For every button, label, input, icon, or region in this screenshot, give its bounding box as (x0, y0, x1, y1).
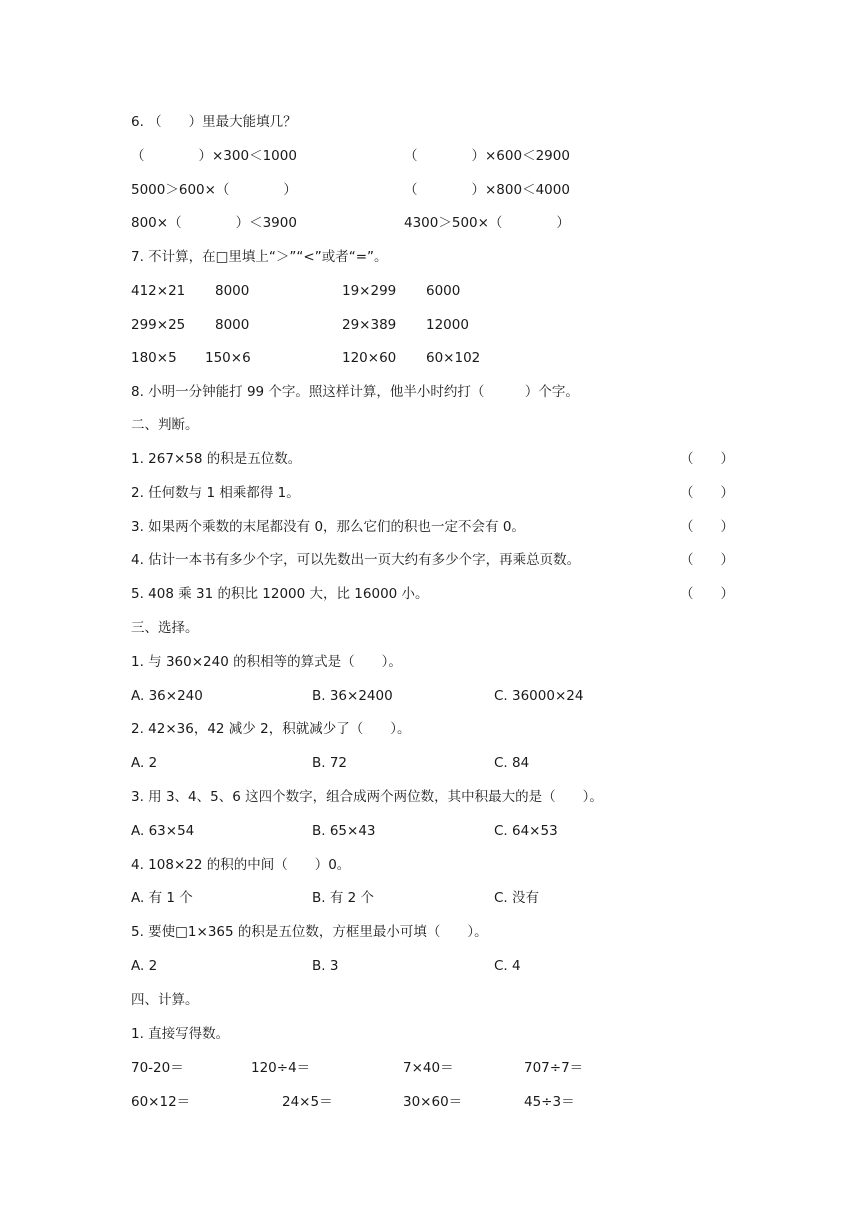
choice-option-b[interactable]: B. 65×43 (312, 823, 376, 839)
calc-expr: 7×40＝ (403, 1060, 454, 1076)
choice-option-c[interactable]: C. 84 (494, 755, 530, 771)
q6-row-1 (0, 144, 860, 168)
choice-question-1 (0, 650, 860, 674)
q7-title-line (0, 245, 860, 269)
choice-question-2 (0, 717, 860, 741)
choice-option-c[interactable]: C. 64×53 (494, 823, 558, 839)
choice-options-1 (0, 684, 860, 708)
judge-answer-paren[interactable]: （ ） (680, 451, 734, 467)
section-2-heading: 二、判断。 (131, 417, 199, 433)
choice-option-c[interactable]: C. 4 (494, 958, 521, 974)
section-4-heading-line (0, 988, 860, 1012)
choice-option-c[interactable]: C. 36000×24 (494, 688, 584, 704)
section-4-heading: 四、计算。 (131, 992, 199, 1008)
choice-option-c[interactable]: C. 没有 (494, 890, 540, 906)
choice-options-2 (0, 751, 860, 775)
choice-option-b[interactable]: B. 有 2 个 (312, 890, 375, 906)
judge-answer-paren[interactable]: （ ） (680, 485, 734, 501)
choice-question-5 (0, 920, 860, 944)
q6-item: 4300＞500×（ ） (404, 215, 570, 231)
choice-question-text: 5. 要使□1×365 的积是五位数，方框里最小可填（ ）。 (131, 924, 488, 940)
choice-option-a[interactable]: A. 63×54 (131, 823, 195, 839)
judge-statement: 1. 267×58 的积是五位数。 (131, 451, 302, 467)
section-2-heading-line (0, 413, 860, 437)
q7-row-3 (0, 346, 860, 370)
q7-expr: 8000 (215, 283, 250, 299)
calc-expr: 45÷3＝ (524, 1094, 575, 1110)
q6-item: （ ）×600＜2900 (404, 148, 570, 164)
calc-subheading: 1. 直接写得数。 (131, 1026, 230, 1042)
calc-expr: 60×12＝ (131, 1094, 191, 1110)
choice-option-a[interactable]: A. 2 (131, 958, 158, 974)
q7-row-1 (0, 279, 860, 303)
q7-expr: 412×21 (131, 283, 186, 299)
choice-option-a[interactable]: A. 有 1 个 (131, 890, 193, 906)
q7-expr: 120×60 (342, 350, 397, 366)
judge-item-1 (0, 447, 860, 471)
calc-expr: 120÷4＝ (251, 1060, 311, 1076)
q7-expr: 12000 (426, 317, 469, 333)
judge-item-5 (0, 582, 860, 606)
judge-statement: 2. 任何数与 1 相乘都得 1。 (131, 485, 300, 501)
judge-statement: 3. 如果两个乘数的末尾都没有 0，那么它们的积也一定不会有 0。 (131, 519, 525, 535)
q7-expr: 19×299 (342, 283, 397, 299)
q8-line (0, 380, 860, 404)
calc-row-1 (0, 1056, 860, 1080)
q6-item: （ ）×300＜1000 (131, 148, 297, 164)
choice-options-3 (0, 819, 860, 843)
choice-option-b[interactable]: B. 3 (312, 958, 339, 974)
q6-item: （ ）×800＜4000 (404, 182, 570, 198)
judge-item-2 (0, 481, 860, 505)
section-3-heading: 三、选择。 (131, 620, 199, 636)
q7-expr: 180×5 (131, 350, 177, 366)
q7-expr: 299×25 (131, 317, 186, 333)
judge-answer-paren[interactable]: （ ） (680, 519, 734, 535)
judge-item-4 (0, 548, 860, 572)
q6-title-line (0, 110, 860, 134)
q7-expr: 8000 (215, 317, 250, 333)
choice-question-4 (0, 853, 860, 877)
q7-expr: 29×389 (342, 317, 397, 333)
q7-row-2 (0, 313, 860, 337)
choice-question-text: 4. 108×22 的积的中间（ ）0。 (131, 857, 351, 873)
q7-expr: 60×102 (426, 350, 481, 366)
q7-expr: 150×6 (205, 350, 251, 366)
choice-option-b[interactable]: B. 72 (312, 755, 348, 771)
choice-question-text: 3. 用 3、4、5、6 这四个数字，组合成两个两位数，其中积最大的是（ ）。 (131, 789, 603, 805)
calc-row-2 (0, 1090, 860, 1114)
judge-answer-paren[interactable]: （ ） (680, 586, 734, 602)
judge-statement: 4. 估计一本书有多少个字，可以先数出一页大约有多少个字，再乘总页数。 (131, 552, 581, 568)
calc-expr: 707÷7＝ (524, 1060, 584, 1076)
q6-row-2 (0, 178, 860, 202)
choice-options-4 (0, 886, 860, 910)
judge-answer-paren[interactable]: （ ） (680, 552, 734, 568)
q6-title: 6. （ ）里最大能填几？ (131, 114, 297, 130)
calc-expr: 70-20＝ (131, 1060, 184, 1076)
q6-item: 800×（ ）＜3900 (131, 215, 297, 231)
calc-expr: 24×5＝ (282, 1094, 333, 1110)
calc-expr: 30×60＝ (403, 1094, 463, 1110)
q6-row-3 (0, 211, 860, 235)
choice-question-3 (0, 785, 860, 809)
choice-options-5 (0, 954, 860, 978)
q7-title: 7. 不计算，在□里填上“＞”“<”或者“=”。 (131, 249, 388, 265)
q8-title: 8. 小明一分钟能打 99 个字。照这样计算，他半小时约打（ ）个字。 (131, 384, 579, 400)
choice-question-text: 2. 42×36，42 减少 2，积就减少了（ ）。 (131, 721, 411, 737)
judge-statement: 5. 408 乘 31 的积比 12000 大，比 16000 小。 (131, 586, 429, 602)
section-3-heading-line (0, 616, 860, 640)
choice-option-a[interactable]: A. 36×240 (131, 688, 203, 704)
choice-option-b[interactable]: B. 36×2400 (312, 688, 393, 704)
calc-subheading-line (0, 1022, 860, 1046)
choice-option-a[interactable]: A. 2 (131, 755, 158, 771)
q6-item: 5000＞600×（ ） (131, 182, 297, 198)
judge-item-3 (0, 515, 860, 539)
choice-question-text: 1. 与 360×240 的积相等的算式是（ ）。 (131, 654, 402, 670)
q7-expr: 6000 (426, 283, 461, 299)
